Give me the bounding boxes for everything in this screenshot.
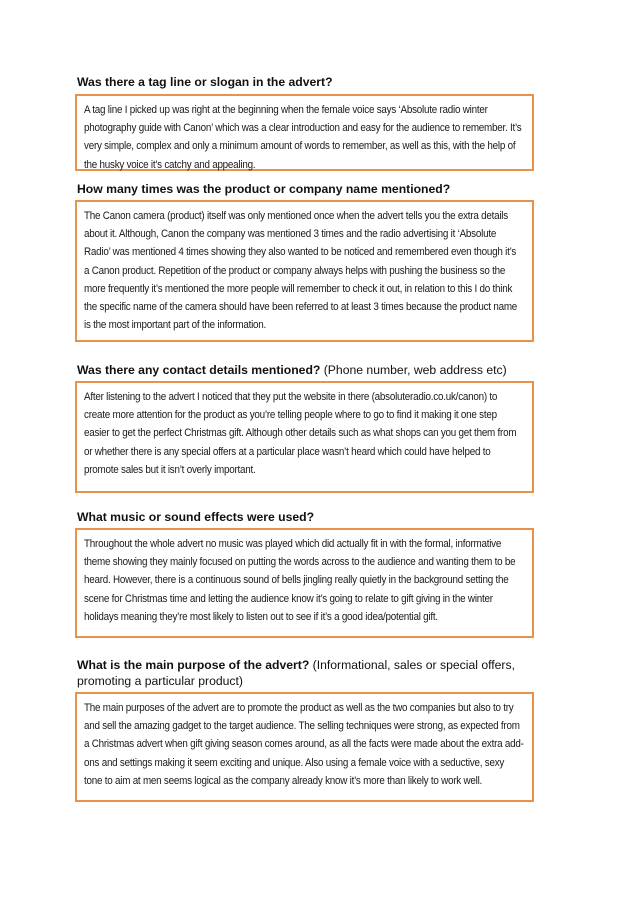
question-text: Was there a tag line or slogan in the advert? xyxy=(77,75,333,89)
answer-text: After listening to the advert I noticed that they put the website in there (absoluteradio.co.uk/canon) to create more attention for the product as you’re telling people where to go to find it making it one step easier to get the perfect Christmas gift. Although other details such as what shops can you get them from or whether there is any special offers at a particular place wasn’t heard which could have helped to promote sales but it isn’t overly important. xyxy=(84,391,517,476)
question-text: What is the main purpose of the advert? xyxy=(77,658,310,672)
answer-box-contact-details xyxy=(75,381,534,493)
question-tagline xyxy=(77,74,557,90)
answer-text: Throughout the whole advert no music was played which did actually fit in with the formal, informative theme showing they mainly focused on putting the words across to the audience and wanting them to be heard. However, there is a continuous sound of bells jingling really quietly in the background setting the scene for Christmas time and letting the audience know it’s going to relate to gift giving in the winter holidays meaning they’re most likely to listen out to see if it’s a good idea/potential gift. xyxy=(84,538,516,623)
question-text: What music or sound effects were used? xyxy=(77,510,315,524)
question-mentions xyxy=(77,181,557,197)
question-text: How many times was the product or company name mentioned? xyxy=(77,182,451,196)
question-music xyxy=(77,509,557,525)
question-extra-text: (Phone number, web address etc) xyxy=(320,363,507,377)
answer-text: A tag line I picked up was right at the beginning when the female voice says ‘Absolute radio winter photography guide with Canon’ which was a clear introduction and easy for the audience to remember. It’s very simple, complex and only a minimum amount of words to remember, as well as this, with the help of the husky voice it’s catchy and appealing. xyxy=(84,104,522,171)
answer-box-purpose xyxy=(75,692,534,802)
question-extra-text: (Informational, sales or special offers, promoting a particular product) xyxy=(77,658,515,688)
question-text: Was there any contact details mentioned? xyxy=(77,363,321,377)
answer-box-music xyxy=(75,528,534,638)
answer-text: The Canon camera (product) itself was only mentioned once when the advert tells you the extra details about it. Although, Canon the company was mentioned 3 times and the radio advertising it ‘Absolute Radio’ was mentioned 4 times showing they also wanted to be noticed and remembered even though it’s a Canon product. Repetition of the product or company always helps with pushing the business so the more frequently it’s mentioned the more people will remember to check it out, in relation to this I do think the specific name of the camera should have been referred to at least 3 times because the product name is the most important part of the information. xyxy=(84,210,518,332)
question-contact-details xyxy=(77,362,557,378)
answer-text: The main purposes of the advert are to promote the product as well as the two companies but also to try and sell the amazing gadget to the target audience. The selling techniques were strong, as expected from a Christmas advert when gift giving season comes around, as all the facts were made about the extra add-ons and settings making it seem exciting and unique. Also using a female voice with a seductive, sexy tone to aim at men seems logical as the company already know it’s more than likely to work well. xyxy=(84,702,524,787)
answer-box-mentions xyxy=(75,200,534,342)
question-purpose xyxy=(77,657,557,689)
answer-box-tagline xyxy=(75,94,534,171)
